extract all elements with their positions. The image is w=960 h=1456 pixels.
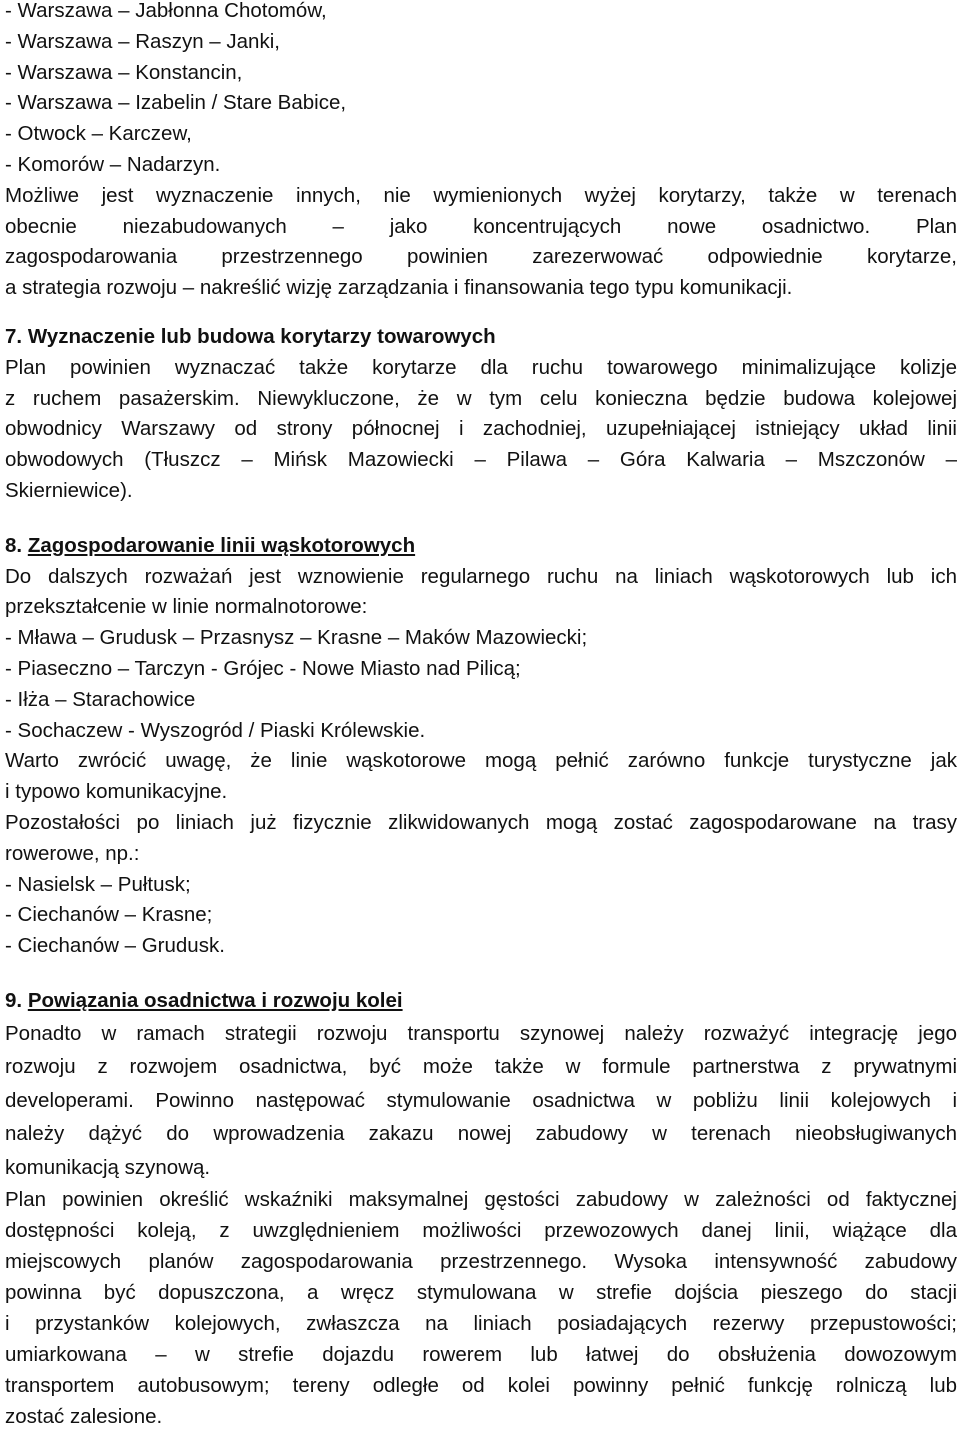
section-8 <box>5 531 957 962</box>
text-line: obecnie niezabudowanych – jako koncentrujących nowe osadnictwo. Plan <box>5 214 957 238</box>
section-9-heading <box>5 986 957 1017</box>
section-9-body-b <box>5 1184 957 1432</box>
text-line: miejscowych planów zagospodarowania przestrzennego. Wysoka intensywność zabudowy <box>5 1250 957 1274</box>
text-line: umiarkowana – w strefie dojazdu rowerem lub łatwej do obsłużenia dowozowym <box>5 1343 957 1367</box>
text-line: Pozostałości po liniach już fizycznie zlikwidowanych mogą zostać zagospodarowane na trasy <box>5 810 957 834</box>
text-line: - Piaseczno – Tarczyn - Grójec - Nowe Miasto nad Pilicą; <box>5 656 521 680</box>
text-line: - Mława – Grudusk – Przasnysz – Krasne – Maków Mazowiecki; <box>5 626 588 650</box>
text-line: - Komorów – Nadarzyn. <box>5 152 221 176</box>
section-9-title: Powiązania osadnictwa i rozwoju kolei <box>27 988 403 1012</box>
text-line: komunikacją szynową. <box>5 1155 211 1179</box>
text-line: i przystanków kolejowych, zwłaszcza na liniach posiadających rezerwy przepustowości; <box>5 1312 957 1336</box>
section-7-body <box>5 353 957 507</box>
section-7-heading <box>5 322 957 353</box>
text-line: Plan powinien określić wskaźniki maksymalnej gęstości zabudowy w zależności od faktycznej <box>5 1188 957 1212</box>
text-line: rozwoju z rozwojem osadnictwa, być może także w formule partnerstwa z prywatnymi <box>5 1055 957 1079</box>
section-8-title: Zagospodarowanie linii wąskotorowych <box>27 533 416 557</box>
text-line: Możliwe jest wyznaczenie innych, nie wymienionych wyżej korytarzy, także w terenach <box>5 183 957 207</box>
text-line: Ponadto w ramach strategii rozwoju transportu szynowej należy rozważyć integrację jego <box>5 1021 957 1045</box>
text-line: - Nasielsk – Pułtusk; <box>5 872 191 896</box>
text-line: - Iłża – Starachowice <box>5 687 196 711</box>
spacer <box>5 962 957 986</box>
text-line: Skierniewice). <box>5 478 133 502</box>
text-line: należy dążyć do wprowadzenia zakazu nowej zabudowy w terenach nieobsługiwanych <box>5 1122 957 1146</box>
section-9-body-a <box>5 1017 957 1185</box>
spacer <box>5 304 957 322</box>
text-line: przekształcenie w linie normalnotorowe: <box>5 595 368 619</box>
section-7-number: 7. <box>5 324 23 348</box>
text-line: - Ciechanów – Grudusk. <box>5 934 225 958</box>
text-line: zagospodarowania przestrzennego powinien zarezerwować odpowiednie korytarze, <box>5 245 957 269</box>
text-line: - Warszawa – Izabelin / Stare Babice, <box>5 91 347 115</box>
spacer <box>5 507 957 531</box>
section-7 <box>5 322 957 507</box>
text-line: rowerowe, np.: <box>5 841 140 865</box>
section-8-heading <box>5 531 957 562</box>
text-line: transportem autobusowym; tereny odległe od kolei powinny pełnić funkcję rolniczą lub <box>5 1374 957 1398</box>
section-9 <box>5 986 957 1432</box>
section-7-title: Wyznaczenie lub budowa korytarzy towarowych <box>27 324 496 348</box>
text-line: Plan powinien wyznaczać także korytarze dla ruchu towarowego minimalizujące kolizje <box>5 355 957 379</box>
text-line: i typowo komunikacyjne. <box>5 780 228 804</box>
section-9-number: 9. <box>5 988 23 1012</box>
text-line: dostępności koleją, z uwzględnieniem możliwości przewozowych danej linii, wiążące dla <box>5 1219 957 1243</box>
text-line: z ruchem pasażerskim. Niewykluczone, że w tym celu konieczna będzie budowa kolejowej <box>5 386 957 410</box>
text-line: obwodnicy Warszawy od strony północnej i zachodniej, uzupełniającej istniejący układ linii <box>5 417 957 441</box>
text-line: - Warszawa – Jabłonna Chotomów, <box>5 0 327 22</box>
text-line: obwodowych (Tłuszcz – Mińsk Mazowiecki – Pilawa – Góra Kalwaria – Mszczonów – <box>5 448 957 472</box>
section-8-number: 8. <box>5 533 23 557</box>
text-line: developerami. Powinno następować stymulowanie osadnictwa w pobliżu linii kolejowych i <box>5 1088 957 1112</box>
text-line: - Otwock – Karczew, <box>5 122 192 146</box>
text-line: zostać zalesione. <box>5 1405 163 1429</box>
section-8-body <box>5 562 957 962</box>
text-line: - Warszawa – Konstancin, <box>5 60 243 84</box>
text-line: - Warszawa – Raszyn – Janki, <box>5 29 280 53</box>
corridor-list-block <box>5 0 957 304</box>
document-page <box>5 0 957 1432</box>
text-line: Do dalszych rozważań jest wznowienie regularnego ruchu na liniach wąskotorowych lub ich <box>5 564 957 588</box>
text-line: a strategia rozwoju – nakreślić wizję zarządzania i finansowania tego typu komunikacji. <box>5 276 793 300</box>
text-line: powinna być dopuszczona, a wręcz stymulowana w strefie dojścia pieszego do stacji <box>5 1281 957 1305</box>
text-line: - Ciechanów – Krasne; <box>5 903 213 927</box>
text-line: Warto zwrócić uwagę, że linie wąskotorowe mogą pełnić zarówno funkcje turystyczne jak <box>5 749 957 773</box>
text-line: - Sochaczew - Wyszogród / Piaski Królewskie. <box>5 718 426 742</box>
